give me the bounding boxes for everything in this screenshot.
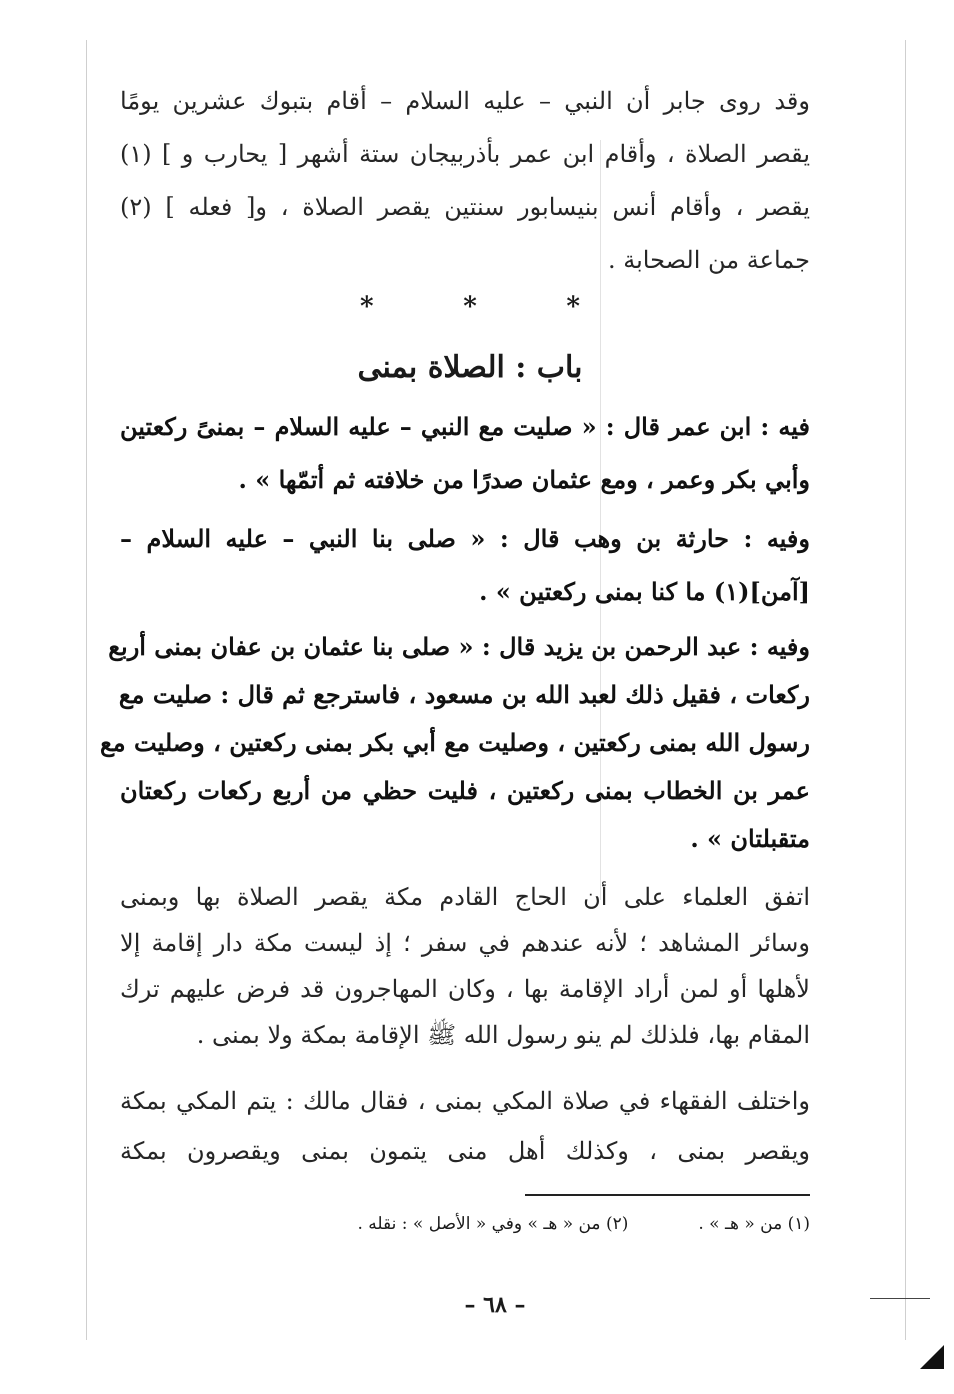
paragraph-jabir [120,88,810,300]
page-number: – ٦٨ – [464,1292,526,1318]
footnotes [230,1214,810,1234]
footnote-2: (٢) من « هـ » وفي « الأصل » : نقله . [357,1214,629,1234]
footnote-1: (١) من « هـ » . [698,1214,810,1234]
text-line: ركعات ، فقيل ذلك لعبد الله بن مسعود ، فاسترجع ثم قال : صليت مع [118,680,810,709]
paragraph-ittifaq [120,884,810,1068]
paragraph-ibn-umar [120,414,810,520]
text-line: المقام بها، فلذلك لم ينو رسول الله ﷺ الإقامة بمكة ولا بمنى . [196,1021,810,1049]
paragraph-ikhtilaf [120,1088,810,1188]
text-line: لأهلها أو لمن أراد الإقامة بها ، وكان المهاجرون قد فرض عليهم ترك [120,975,810,1003]
separator-asterisk: * [463,292,477,322]
text-line: [آمن](١) ما كنا بمنى ركعتين » . [479,577,810,606]
text-line: وسائر المشاهد ؛ لأنه عندهم في سفر ؛ إذ ليست مكة دار إقامة إلا [120,929,810,957]
separator-asterisk: * [360,292,374,322]
scan-artifact-left [86,40,87,1340]
text-line: رسول الله بمنى ركعتين ، وصليت مع أبي بكر بمنى ركعتين ، وصليت مع [100,728,810,757]
text-line: يقصر الصلاة ، وأقام ابن عمر بأذربيجان ستة أشهر [ يحارب و ] (١) [120,140,810,168]
text-line: جماعة من الصحابة . [608,246,810,274]
text-line: فيه : ابن عمر قال : « صليت مع النبي – عليه السلام – بمنىً ركعتين [120,412,810,441]
text-line: ويقصر بمنى ، وكذلك أهل منى يتمون بمنى ويقصرون بمكة [120,1137,810,1165]
corner-triangle-icon [920,1345,944,1369]
text-line: اتفق العلماء على أن الحاج القادم مكة يقصر الصلاة بها وبمنى [120,883,810,911]
text-line: وقد روى جابر أن النبي – عليه السلام – أقام بتبوك عشرين يومًا [120,87,810,115]
footnote-divider [525,1194,810,1196]
chapter-heading: باب : الصلاة بمنى [357,350,583,385]
scan-artifact-dash [870,1298,930,1299]
paragraph-haritha [120,526,810,632]
scan-artifact-right [905,40,906,1340]
separator-asterisk: * [566,292,580,322]
paragraph-abdulrahman [100,632,810,874]
text-line: واختلف الفقهاء في صلاة المكي بمنى ، فقال مالك : يتم المكي بمكة [120,1087,810,1115]
text-line: وفيه : عبد الرحمن بن يزيد قال : « صلى بنا عثمان بن عفان بمنى أربع [108,632,810,661]
text-line: يقصر ، وأقام أنس بنيسابور سنتين يقصر الصلاة ، و[ فعله ] (٢) [120,193,810,221]
section-separator [360,292,580,322]
text-line: متقبلتان » . [690,824,810,853]
text-line: عمر بن الخطاب بمنى ركعتين ، فليت حظي من أربع ركعات ركعتان [120,776,810,805]
text-line: وأبي بكر وعمر ، ومع عثمان صدرًا من خلافته ثم أتمّها » . [238,465,810,494]
text-line: وفيه : حارثة بن وهب قال : « صلى بنا النبي – عليه السلام – [120,524,810,553]
